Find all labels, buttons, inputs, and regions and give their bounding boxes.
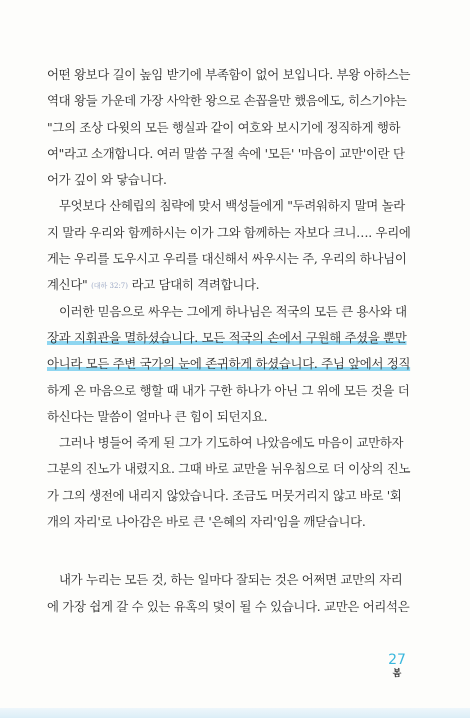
text-line: 에 가장 쉽게 갈 수 있는 유혹의 덫이 될 수 있습니다. 교만은 어리석은	[47, 598, 410, 614]
text-line: 어가 깊이 와 닿습니다.	[47, 172, 167, 188]
bottom-band	[0, 708, 470, 718]
paragraph-gap	[47, 535, 425, 567]
text-line: 하게 온 마음으로 행할 때 내가 구한 하나가 아닌 그 위에 모든 것을 더	[47, 382, 410, 398]
text-line: 이러한 믿음으로 싸우는 그에게 하나님은 적국의 모든 큰 용사와 대	[59, 303, 407, 319]
page-number: 27	[388, 652, 406, 668]
body-text	[47, 62, 425, 620]
text-line: 지 말라 우리와 함께하시는 이가 그와 함께하는 자보다 크니…. 우리에	[47, 224, 411, 240]
text-line-highlighted: 아니라 모든 주변 국가의 눈에 존귀하게 하셨습니다. 주님 앞에서 정직	[47, 356, 411, 372]
text-line	[47, 272, 425, 298]
scripture-reference: (대하 32:7)	[91, 282, 128, 291]
text-line: 게는 우리를 도우시고 우리를 대신해서 싸우시는 주, 우리의 하나님이	[47, 251, 407, 267]
text-line-highlighted: 장과 지휘관을 멸하셨습니다. 모든 적국의 손에서 구원해 주셨을 뿐만	[47, 329, 407, 345]
text-line: 개의 자리'로 나아감은 바로 큰 '은혜의 자리'임을 깨닫습니다.	[47, 514, 366, 530]
quote-end: 계신다"	[47, 277, 88, 293]
text-line: 그분의 진노가 내렸지요. 그때 바로 교만을 뉘우침으로 더 이상의 진노	[47, 461, 411, 477]
text-line: 가 그의 생전에 내리지 않았습니다. 조금도 머뭇거리지 않고 바로 '회	[47, 487, 402, 503]
text-line: 내가 누리는 모든 것, 하는 일마다 잘되는 것은 어쩌면 교만의 자리	[59, 572, 403, 588]
text-line: 어떤 왕보다 길이 높임 받기에 부족함이 없어 보입니다. 부왕 아하스는	[47, 67, 411, 82]
text-line: 하신다는 말씀이 얼마나 큰 힘이 되던지요.	[47, 408, 268, 424]
text-line: 그러나 병들어 죽게 된 그가 기도하여 나았음에도 마음이 교만하자	[59, 435, 404, 451]
text-line: 역대 왕들 가운데 가장 사악한 왕으로 손꼽을만 했음에도, 히스기야는	[47, 93, 407, 109]
section-label: 봄	[392, 669, 402, 679]
text-line: 무엇보다 산헤립의 침략에 맞서 백성들에게 "두려워하지 말며 놀라	[59, 198, 405, 214]
text-line: "그의 조상 다윗의 모든 행실과 같이 여호와 보시기에 정직하게 행하	[47, 119, 401, 135]
quote-continuation: 라고 담대히 격려합니다.	[131, 277, 260, 293]
text-line: 여"라고 소개합니다. 여러 말씀 구절 속에 '모든' '마음이 교만'이란 단	[47, 145, 405, 161]
page-folio	[382, 652, 412, 680]
